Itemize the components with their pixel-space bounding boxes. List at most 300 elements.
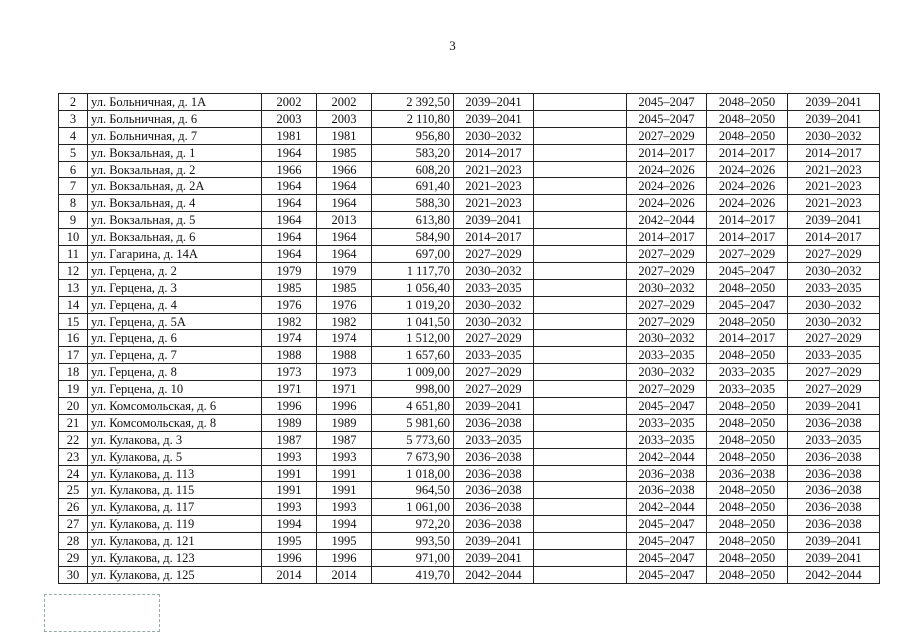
period-cell: 2027–2029 <box>627 262 707 279</box>
area-cell: 1 657,60 <box>372 347 454 364</box>
area-cell: 5 981,60 <box>372 414 454 431</box>
period-cell: 2039–2041 <box>454 110 534 127</box>
period-cell: 2048–2050 <box>707 431 788 448</box>
built-year-cell: 1996 <box>262 550 317 567</box>
faded-stamp <box>44 594 160 632</box>
commissioning-year-cell: 1964 <box>317 195 372 212</box>
period-cell: 2033–2035 <box>454 431 534 448</box>
period-cell: 2014–2017 <box>707 330 788 347</box>
address-cell: ул. Вокзальная, д. 2А <box>88 178 262 195</box>
period-cell: 2027–2029 <box>707 246 788 263</box>
period-cell: 2021–2023 <box>788 178 880 195</box>
period-cell: 2014–2017 <box>627 144 707 161</box>
empty-period-cell <box>534 195 627 212</box>
period-cell: 2027–2029 <box>627 381 707 398</box>
address-cell: ул. Герцена, д. 5А <box>88 313 262 330</box>
row-number-cell: 19 <box>59 381 88 398</box>
empty-period-cell <box>534 296 627 313</box>
period-cell: 2014–2017 <box>627 229 707 246</box>
period-cell: 2036–2038 <box>788 516 880 533</box>
area-cell: 964,50 <box>372 482 454 499</box>
area-cell: 1 056,40 <box>372 279 454 296</box>
period-cell: 2024–2026 <box>627 161 707 178</box>
commissioning-year-cell: 1985 <box>317 279 372 296</box>
empty-period-cell <box>534 381 627 398</box>
commissioning-year-cell: 1964 <box>317 246 372 263</box>
period-cell: 2042–2044 <box>627 212 707 229</box>
commissioning-year-cell: 1964 <box>317 229 372 246</box>
period-cell: 2024–2026 <box>707 178 788 195</box>
period-cell: 2027–2029 <box>454 330 534 347</box>
commissioning-year-cell: 1974 <box>317 330 372 347</box>
area-cell: 1 117,70 <box>372 262 454 279</box>
area-cell: 972,20 <box>372 516 454 533</box>
period-cell: 2048–2050 <box>707 347 788 364</box>
row-number-cell: 26 <box>59 499 88 516</box>
period-cell: 2014–2017 <box>707 212 788 229</box>
row-number-cell: 9 <box>59 212 88 229</box>
empty-period-cell <box>534 212 627 229</box>
table-row <box>59 330 880 347</box>
table-row <box>59 212 880 229</box>
period-cell: 2027–2029 <box>454 246 534 263</box>
empty-period-cell <box>534 161 627 178</box>
period-cell: 2027–2029 <box>454 364 534 381</box>
period-cell: 2039–2041 <box>454 398 534 415</box>
row-number-cell: 11 <box>59 246 88 263</box>
commissioning-year-cell: 1996 <box>317 398 372 415</box>
period-cell: 2048–2050 <box>707 533 788 550</box>
period-cell: 2048–2050 <box>707 499 788 516</box>
table-row <box>59 566 880 583</box>
row-number-cell: 14 <box>59 296 88 313</box>
area-cell: 588,30 <box>372 195 454 212</box>
period-cell: 2030–2032 <box>454 313 534 330</box>
address-cell: ул. Герцена, д. 7 <box>88 347 262 364</box>
period-cell: 2027–2029 <box>788 330 880 347</box>
period-cell: 2033–2035 <box>707 381 788 398</box>
period-cell: 2021–2023 <box>454 195 534 212</box>
period-cell: 2039–2041 <box>454 212 534 229</box>
area-cell: 2 110,80 <box>372 110 454 127</box>
table-row <box>59 262 880 279</box>
table-row <box>59 296 880 313</box>
period-cell: 2014–2017 <box>788 144 880 161</box>
period-cell: 2039–2041 <box>788 212 880 229</box>
period-cell: 2033–2035 <box>788 347 880 364</box>
period-cell: 2045–2047 <box>627 533 707 550</box>
row-number-cell: 27 <box>59 516 88 533</box>
area-cell: 993,50 <box>372 533 454 550</box>
empty-period-cell <box>534 533 627 550</box>
built-year-cell: 1966 <box>262 161 317 178</box>
row-number-cell: 5 <box>59 144 88 161</box>
commissioning-year-cell: 2014 <box>317 566 372 583</box>
commissioning-year-cell: 1966 <box>317 161 372 178</box>
period-cell: 2045–2047 <box>707 262 788 279</box>
period-cell: 2027–2029 <box>788 246 880 263</box>
table-row <box>59 448 880 465</box>
row-number-cell: 20 <box>59 398 88 415</box>
address-cell: ул. Кулакова, д. 113 <box>88 465 262 482</box>
built-year-cell: 1985 <box>262 279 317 296</box>
period-cell: 2027–2029 <box>454 381 534 398</box>
period-cell: 2048–2050 <box>707 448 788 465</box>
address-cell: ул. Больничная, д. 6 <box>88 110 262 127</box>
period-cell: 2030–2032 <box>627 330 707 347</box>
built-year-cell: 1989 <box>262 414 317 431</box>
table-row <box>59 381 880 398</box>
table-body <box>59 94 880 584</box>
area-cell: 584,90 <box>372 229 454 246</box>
address-cell: ул. Кулакова, д. 117 <box>88 499 262 516</box>
period-cell: 2030–2032 <box>454 127 534 144</box>
commissioning-year-cell: 1973 <box>317 364 372 381</box>
built-year-cell: 1964 <box>262 144 317 161</box>
table-row <box>59 533 880 550</box>
table-row <box>59 431 880 448</box>
period-cell: 2036–2038 <box>788 499 880 516</box>
period-cell: 2039–2041 <box>454 533 534 550</box>
period-cell: 2014–2017 <box>788 229 880 246</box>
built-year-cell: 1964 <box>262 212 317 229</box>
address-cell: ул. Кулакова, д. 123 <box>88 550 262 567</box>
area-cell: 419,70 <box>372 566 454 583</box>
built-year-cell: 1964 <box>262 178 317 195</box>
period-cell: 2014–2017 <box>707 229 788 246</box>
built-year-cell: 1979 <box>262 262 317 279</box>
empty-period-cell <box>534 566 627 583</box>
address-cell: ул. Герцена, д. 10 <box>88 381 262 398</box>
empty-period-cell <box>534 499 627 516</box>
row-number-cell: 24 <box>59 465 88 482</box>
area-cell: 1 009,00 <box>372 364 454 381</box>
table-row <box>59 94 880 111</box>
period-cell: 2021–2023 <box>788 195 880 212</box>
table-row <box>59 127 880 144</box>
period-cell: 2030–2032 <box>788 262 880 279</box>
table-row <box>59 178 880 195</box>
empty-period-cell <box>534 313 627 330</box>
row-number-cell: 16 <box>59 330 88 347</box>
period-cell: 2030–2032 <box>454 262 534 279</box>
row-number-cell: 13 <box>59 279 88 296</box>
period-cell: 2036–2038 <box>627 482 707 499</box>
row-number-cell: 8 <box>59 195 88 212</box>
row-number-cell: 30 <box>59 566 88 583</box>
empty-period-cell <box>534 347 627 364</box>
commissioning-year-cell: 1971 <box>317 381 372 398</box>
period-cell: 2039–2041 <box>788 533 880 550</box>
row-number-cell: 22 <box>59 431 88 448</box>
row-number-cell: 12 <box>59 262 88 279</box>
period-cell: 2024–2026 <box>707 161 788 178</box>
built-year-cell: 1964 <box>262 195 317 212</box>
table-row <box>59 516 880 533</box>
address-cell: ул. Кулакова, д. 119 <box>88 516 262 533</box>
table-row <box>59 161 880 178</box>
address-cell: ул. Кулакова, д. 115 <box>88 482 262 499</box>
period-cell: 2033–2035 <box>627 347 707 364</box>
commissioning-year-cell: 1994 <box>317 516 372 533</box>
period-cell: 2024–2026 <box>707 195 788 212</box>
table-row <box>59 279 880 296</box>
row-number-cell: 7 <box>59 178 88 195</box>
period-cell: 2036–2038 <box>454 516 534 533</box>
period-cell: 2036–2038 <box>788 448 880 465</box>
built-year-cell: 1991 <box>262 482 317 499</box>
empty-period-cell <box>534 262 627 279</box>
period-cell: 2048–2050 <box>707 482 788 499</box>
empty-period-cell <box>534 110 627 127</box>
commissioning-year-cell: 1991 <box>317 465 372 482</box>
commissioning-year-cell: 1979 <box>317 262 372 279</box>
table-row <box>59 364 880 381</box>
period-cell: 2039–2041 <box>788 94 880 111</box>
period-cell: 2036–2038 <box>454 465 534 482</box>
period-cell: 2048–2050 <box>707 398 788 415</box>
row-number-cell: 29 <box>59 550 88 567</box>
built-year-cell: 1973 <box>262 364 317 381</box>
empty-period-cell <box>534 364 627 381</box>
address-cell: ул. Вокзальная, д. 2 <box>88 161 262 178</box>
period-cell: 2021–2023 <box>454 161 534 178</box>
period-cell: 2014–2017 <box>454 229 534 246</box>
period-cell: 2030–2032 <box>627 279 707 296</box>
table-row <box>59 398 880 415</box>
built-year-cell: 1982 <box>262 313 317 330</box>
period-cell: 2036–2038 <box>788 482 880 499</box>
built-year-cell: 1964 <box>262 229 317 246</box>
period-cell: 2048–2050 <box>707 550 788 567</box>
period-cell: 2021–2023 <box>454 178 534 195</box>
period-cell: 2030–2032 <box>627 364 707 381</box>
built-year-cell: 2002 <box>262 94 317 111</box>
empty-period-cell <box>534 144 627 161</box>
period-cell: 2039–2041 <box>788 110 880 127</box>
row-number-cell: 17 <box>59 347 88 364</box>
table-row <box>59 144 880 161</box>
empty-period-cell <box>534 550 627 567</box>
commissioning-year-cell: 2002 <box>317 94 372 111</box>
period-cell: 2045–2047 <box>627 110 707 127</box>
period-cell: 2033–2035 <box>627 431 707 448</box>
area-cell: 1 019,20 <box>372 296 454 313</box>
housing-register-table <box>58 93 880 584</box>
period-cell: 2033–2035 <box>788 431 880 448</box>
empty-period-cell <box>534 94 627 111</box>
commissioning-year-cell: 1995 <box>317 533 372 550</box>
address-cell: ул. Больничная, д. 7 <box>88 127 262 144</box>
built-year-cell: 1981 <box>262 127 317 144</box>
built-year-cell: 1971 <box>262 381 317 398</box>
empty-period-cell <box>534 431 627 448</box>
period-cell: 2039–2041 <box>454 550 534 567</box>
empty-period-cell <box>534 414 627 431</box>
period-cell: 2045–2047 <box>627 398 707 415</box>
period-cell: 2033–2035 <box>627 414 707 431</box>
period-cell: 2033–2035 <box>788 279 880 296</box>
commissioning-year-cell: 1981 <box>317 127 372 144</box>
table-row <box>59 465 880 482</box>
period-cell: 2014–2017 <box>454 144 534 161</box>
period-cell: 2048–2050 <box>707 279 788 296</box>
empty-period-cell <box>534 330 627 347</box>
table-row <box>59 110 880 127</box>
period-cell: 2042–2044 <box>627 499 707 516</box>
commissioning-year-cell: 1991 <box>317 482 372 499</box>
commissioning-year-cell: 1985 <box>317 144 372 161</box>
period-cell: 2036–2038 <box>788 465 880 482</box>
table-row <box>59 482 880 499</box>
address-cell: ул. Кулакова, д. 125 <box>88 566 262 583</box>
period-cell: 2045–2047 <box>627 550 707 567</box>
empty-period-cell <box>534 279 627 296</box>
row-number-cell: 2 <box>59 94 88 111</box>
period-cell: 2036–2038 <box>627 465 707 482</box>
period-cell: 2048–2050 <box>707 313 788 330</box>
built-year-cell: 1993 <box>262 499 317 516</box>
address-cell: ул. Герцена, д. 4 <box>88 296 262 313</box>
period-cell: 2045–2047 <box>707 296 788 313</box>
period-cell: 2048–2050 <box>707 414 788 431</box>
address-cell: ул. Вокзальная, д. 6 <box>88 229 262 246</box>
period-cell: 2042–2044 <box>454 566 534 583</box>
area-cell: 7 673,90 <box>372 448 454 465</box>
period-cell: 2045–2047 <box>627 516 707 533</box>
address-cell: ул. Вокзальная, д. 5 <box>88 212 262 229</box>
area-cell: 697,00 <box>372 246 454 263</box>
commissioning-year-cell: 1996 <box>317 550 372 567</box>
period-cell: 2033–2035 <box>454 347 534 364</box>
address-cell: ул. Кулакова, д. 3 <box>88 431 262 448</box>
period-cell: 2024–2026 <box>627 195 707 212</box>
period-cell: 2030–2032 <box>788 313 880 330</box>
built-year-cell: 1976 <box>262 296 317 313</box>
row-number-cell: 10 <box>59 229 88 246</box>
empty-period-cell <box>534 178 627 195</box>
period-cell: 2033–2035 <box>454 279 534 296</box>
commissioning-year-cell: 1989 <box>317 414 372 431</box>
row-number-cell: 4 <box>59 127 88 144</box>
row-number-cell: 25 <box>59 482 88 499</box>
empty-period-cell <box>534 516 627 533</box>
area-cell: 998,00 <box>372 381 454 398</box>
table-row <box>59 414 880 431</box>
table-row <box>59 550 880 567</box>
commissioning-year-cell: 1982 <box>317 313 372 330</box>
area-cell: 613,80 <box>372 212 454 229</box>
area-cell: 1 041,50 <box>372 313 454 330</box>
built-year-cell: 1993 <box>262 448 317 465</box>
address-cell: ул. Вокзальная, д. 4 <box>88 195 262 212</box>
commissioning-year-cell: 1993 <box>317 499 372 516</box>
address-cell: ул. Комсомольская, д. 6 <box>88 398 262 415</box>
address-cell: ул. Герцена, д. 3 <box>88 279 262 296</box>
area-cell: 1 061,00 <box>372 499 454 516</box>
period-cell: 2033–2035 <box>707 364 788 381</box>
address-cell: ул. Герцена, д. 8 <box>88 364 262 381</box>
period-cell: 2027–2029 <box>627 313 707 330</box>
area-cell: 5 773,60 <box>372 431 454 448</box>
built-year-cell: 1974 <box>262 330 317 347</box>
empty-period-cell <box>534 482 627 499</box>
empty-period-cell <box>534 465 627 482</box>
row-number-cell: 15 <box>59 313 88 330</box>
built-year-cell: 1996 <box>262 398 317 415</box>
address-cell: ул. Герцена, д. 2 <box>88 262 262 279</box>
page-number: 3 <box>449 38 456 53</box>
area-cell: 2 392,50 <box>372 94 454 111</box>
built-year-cell: 2003 <box>262 110 317 127</box>
period-cell: 2048–2050 <box>707 566 788 583</box>
area-cell: 971,00 <box>372 550 454 567</box>
empty-period-cell <box>534 246 627 263</box>
row-number-cell: 3 <box>59 110 88 127</box>
period-cell: 2036–2038 <box>788 414 880 431</box>
period-cell: 2048–2050 <box>707 110 788 127</box>
row-number-cell: 18 <box>59 364 88 381</box>
commissioning-year-cell: 1988 <box>317 347 372 364</box>
table-row <box>59 347 880 364</box>
period-cell: 2030–2032 <box>788 296 880 313</box>
table-row <box>59 246 880 263</box>
table-row <box>59 499 880 516</box>
address-cell: ул. Комсомольская, д. 8 <box>88 414 262 431</box>
row-number-cell: 28 <box>59 533 88 550</box>
period-cell: 2042–2044 <box>788 566 880 583</box>
empty-period-cell <box>534 127 627 144</box>
commissioning-year-cell: 2003 <box>317 110 372 127</box>
period-cell: 2048–2050 <box>707 127 788 144</box>
area-cell: 1 512,00 <box>372 330 454 347</box>
table-row <box>59 313 880 330</box>
built-year-cell: 2014 <box>262 566 317 583</box>
commissioning-year-cell: 2013 <box>317 212 372 229</box>
period-cell: 2030–2032 <box>788 127 880 144</box>
period-cell: 2048–2050 <box>707 516 788 533</box>
period-cell: 2027–2029 <box>627 127 707 144</box>
area-cell: 608,20 <box>372 161 454 178</box>
commissioning-year-cell: 1964 <box>317 178 372 195</box>
commissioning-year-cell: 1987 <box>317 431 372 448</box>
area-cell: 583,20 <box>372 144 454 161</box>
commissioning-year-cell: 1976 <box>317 296 372 313</box>
built-year-cell: 1964 <box>262 246 317 263</box>
empty-period-cell <box>534 398 627 415</box>
area-cell: 1 018,00 <box>372 465 454 482</box>
period-cell: 2048–2050 <box>707 94 788 111</box>
period-cell: 2039–2041 <box>454 94 534 111</box>
period-cell: 2027–2029 <box>788 381 880 398</box>
area-cell: 691,40 <box>372 178 454 195</box>
address-cell: ул. Вокзальная, д. 1 <box>88 144 262 161</box>
period-cell: 2036–2038 <box>454 482 534 499</box>
period-cell: 2039–2041 <box>788 398 880 415</box>
period-cell: 2036–2038 <box>454 499 534 516</box>
row-number-cell: 6 <box>59 161 88 178</box>
period-cell: 2039–2041 <box>788 550 880 567</box>
period-cell: 2027–2029 <box>788 364 880 381</box>
row-number-cell: 21 <box>59 414 88 431</box>
period-cell: 2036–2038 <box>707 465 788 482</box>
built-year-cell: 1991 <box>262 465 317 482</box>
period-cell: 2042–2044 <box>627 448 707 465</box>
address-cell: ул. Герцена, д. 6 <box>88 330 262 347</box>
address-cell: ул. Кулакова, д. 5 <box>88 448 262 465</box>
built-year-cell: 1995 <box>262 533 317 550</box>
table-row <box>59 195 880 212</box>
